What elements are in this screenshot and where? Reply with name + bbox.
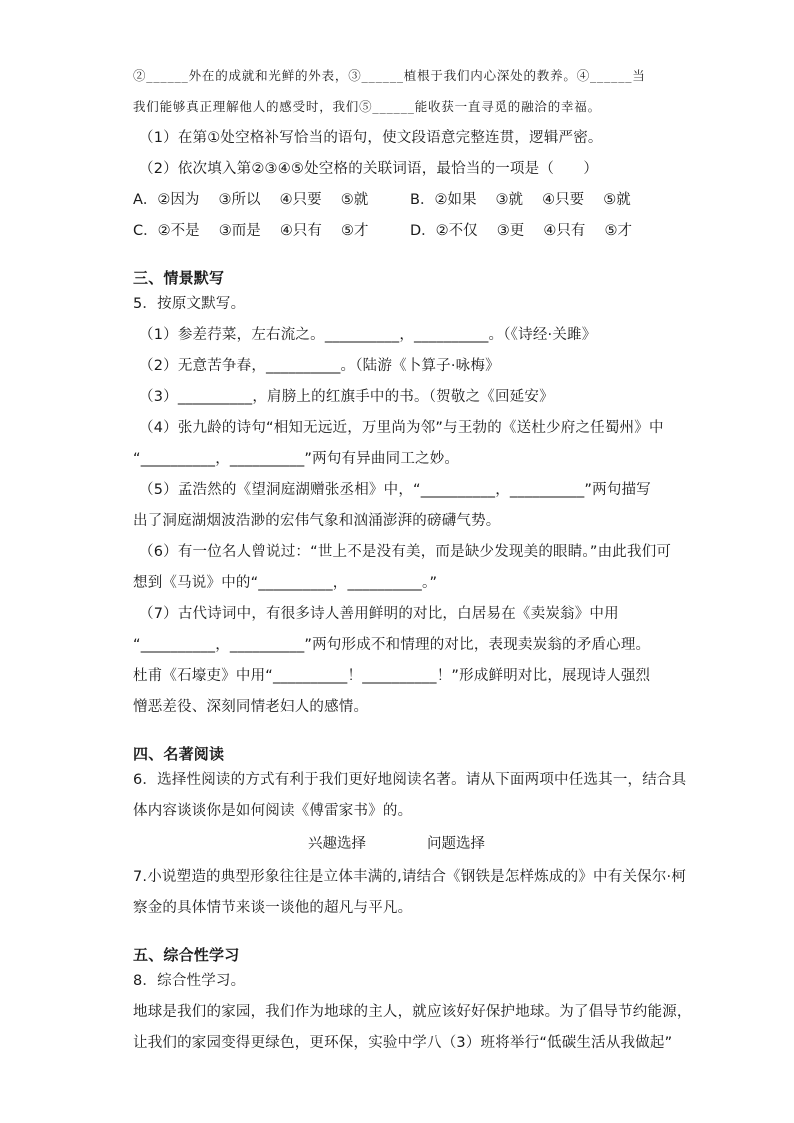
q5-item-4: （4）张九龄的诗句“相知无远近，万里尚为邻”与王勃的《送杜少府之任蜀州》中 xyxy=(139,420,664,436)
q8-stem: 8．综合性学习。 xyxy=(133,973,246,989)
q5-item-6: （6）有一位名人曾说过：“世上不是没有美，而是缺少发现美的眼睛。”由此我们可 xyxy=(139,544,672,560)
q5-item-4-cont: “__________，__________”两句有异曲同工之妙。 xyxy=(133,451,460,467)
q5-item-6-cont: 想到《马说》中的“__________，__________。” xyxy=(133,575,438,591)
q4-sub2: （2）依次填入第②③④⑤处空格的关联词语，最恰当的一项是（ ） xyxy=(139,161,599,177)
q6-line-1: 6．选择性阅读的方式有利于我们更好地阅读名著。请从下面两项中任选其一，结合具 xyxy=(133,772,687,788)
q5-item-7-cont: “__________，__________”两句形成不和情理的对比，表现卖炭翁的矛盾心理。 xyxy=(133,637,651,653)
q4-sub1: （1）在第①处空格补写恰当的语句，使文段语意完整连贯，逻辑严密。 xyxy=(139,130,603,146)
q8-para-line-2: 让我们的家园变得更绿色，更环保，实验中学八（3）班将举行“低碳生活从我做起” xyxy=(133,1035,673,1051)
q5-item-1: （1）参差荇菜，左右流之。__________，__________。（《诗经·关雎》 xyxy=(139,327,597,343)
passage-line-1: ②______外在的成就和光鲜的外表，③______植根于我们内心深处的教养。④______当 xyxy=(133,68,646,83)
q8-para-line-1: 地球是我们的家园，我们作为地球的主人，就应该好好保护地球。为了倡导节约能源， xyxy=(133,1004,692,1020)
q5-item-5: （5）孟浩然的《望洞庭湖赠张丞相》中，“__________，__________”两句描写 xyxy=(139,482,651,498)
section5-heading: 五、综合性学习 xyxy=(133,946,240,964)
option-c[interactable]: C．②不是 ③而是 ④只有 ⑤才 xyxy=(133,223,369,239)
choice-interest[interactable]: 兴趣选择 xyxy=(308,836,366,852)
passage-line-2: 我们能够真正理解他人的感受时，我们⑤______能收获一直寻觅的融洽的幸福。 xyxy=(133,99,601,114)
q5-item-7-cont2: 杜甫《石壕吏》中用“__________！__________！”形成鲜明对比，展现诗人强烈 xyxy=(133,668,651,684)
q5-item-3: （3）__________，肩膀上的红旗手中的书。（贺敬之《回延安》 xyxy=(139,389,554,405)
option-a[interactable]: A．②因为 ③所以 ④只要 ⑤就 xyxy=(133,192,369,208)
option-d[interactable]: D．②不仅 ③更 ④只有 ⑤才 xyxy=(410,223,632,239)
q5-stem: 5．按原文默写。 xyxy=(133,296,246,312)
choice-question[interactable]: 问题选择 xyxy=(427,836,485,852)
section3-heading: 三、情景默写 xyxy=(133,269,225,287)
q7-line-1: 7.小说塑造的典型形象往往是立体丰满的,请结合《钢铁是怎样炼成的》中有关保尔·柯 xyxy=(133,869,687,885)
q5-item-7: （7）古代诗词中，有很多诗人善用鲜明的对比，白居易在《卖炭翁》中用 xyxy=(139,606,619,622)
option-b[interactable]: B．②如果 ③就 ④只要 ⑤就 xyxy=(410,192,631,208)
section4-heading: 四、名著阅读 xyxy=(133,745,225,763)
q6-line-2: 体内容谈谈你是如何阅读《傅雷家书》的。 xyxy=(133,803,413,819)
q5-item-7-cont3: 憎恶差役、深刻同情老妇人的感情。 xyxy=(133,699,369,715)
q5-item-5-cont: 出了洞庭湖烟波浩渺的宏伟气象和汹涌澎湃的磅礴气势。 xyxy=(133,513,501,529)
q7-line-2: 察金的具体情节来谈一谈他的超凡与平凡。 xyxy=(133,900,413,916)
q5-item-2: （2）无意苦争春，__________。（陆游《卜算子·咏梅》 xyxy=(139,358,500,374)
